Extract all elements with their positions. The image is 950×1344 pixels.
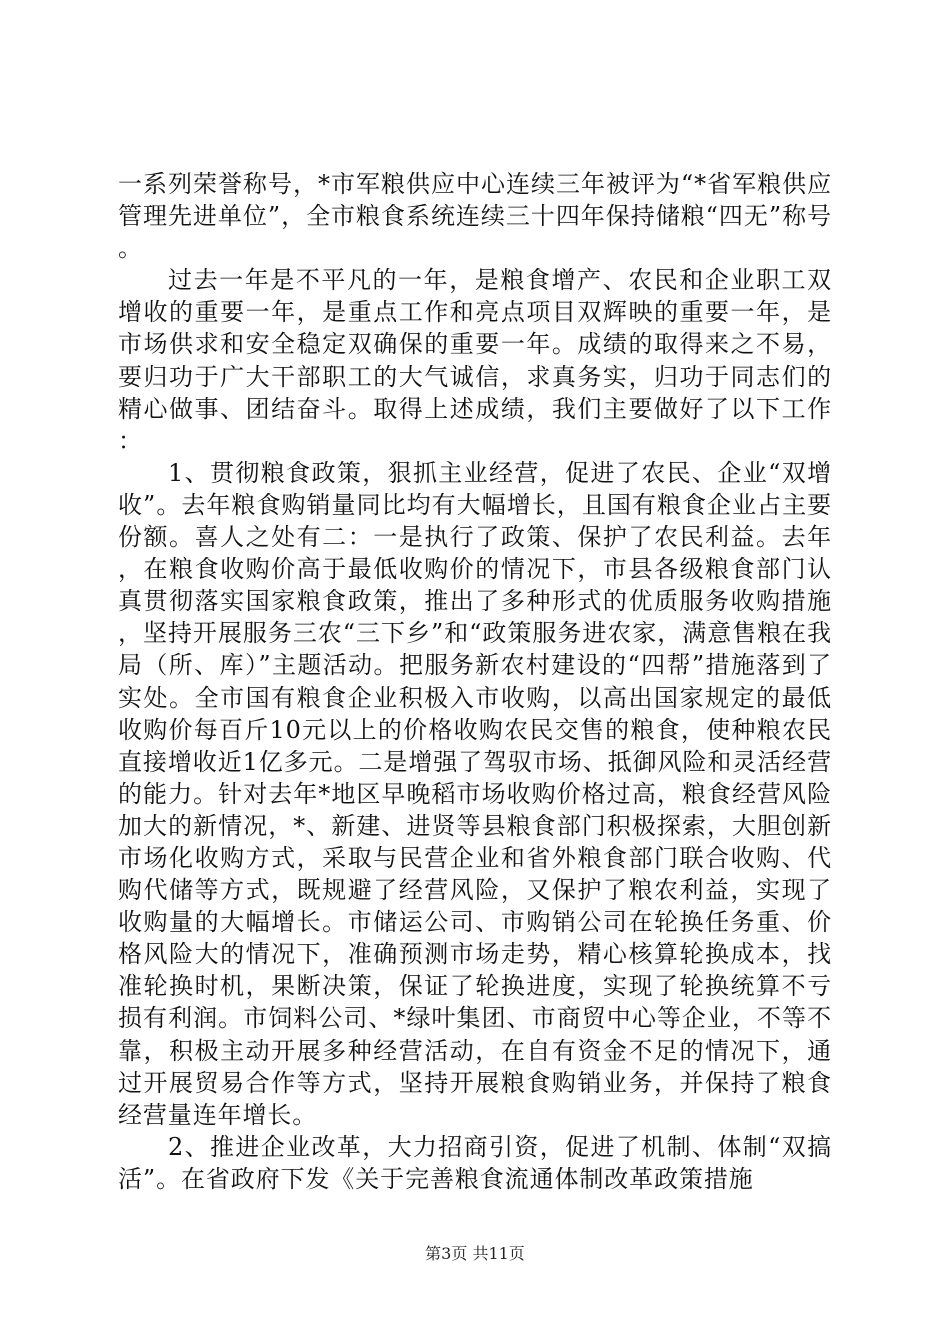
paragraph-item-1-grain-policy: 1、贯彻粮食政策，狠抓主业经营，促进了农民、企业“双增收”。去年粮食购销量同比均有大幅增长，且国有粮食企业占主要份额。喜人之处有二：一是执行了政策、保护了农民利益。去年，在粮食收购价高于最低收购价的情况下，市县各级粮食部门认真贯彻落实国家粮食政策，推出了多种形式的优质服务收购措施，坚持开展服务三农“三下乡”和“政策服务进农家，满意售粮在我局（所、库）”主题活动。把服务新农村建设的“四帮”措施落到了实处。全市国有粮食企业积极入市收购，以高出国家规定的最低收购价每百斤10元以上的价格收购农民交售的粮食，使种粮农民直接增收近1亿多元。二是增强了驾驭市场、抵御风险和灵活经营的能力。针对去年*地区早晚稻市场收购价格过高，粮食经营风险加大的新情况，*、新建、进贤等县粮食部门积极探索，大胆创新市场化收购方式，采取与民营企业和省外粮食部门联合收购、代购代储等方式，既规避了经营风险，又保护了粮农利益，实现了收购量的大幅增长。市储运公司、市购销公司在轮换任务重、价格风险大的情况下，准确预测市场走势，精心核算轮换成本，找准轮换时机，果断决策，保证了轮换进度，实现了轮换统算不亏损有利润。市饲料公司、*绿叶集团、市商贸中心等企业，不等不靠，积极主动开展多种经营活动，在自有资金不足的情况下，通过开展贸易合作等方式，坚持开展粮食购销业务，并保持了粮食经营量连年增长。 [118,458,832,1129]
page-number-footer: 第3页 共11页 [425,1244,525,1263]
paragraph-honors-continued: 一系列荣誉称号，*市军粮供应中心连续三年被评为“*省军粮供应管理先进单位”，全市粮食系统连续三十四年保持储粮“四无”称号。 [118,170,832,263]
document-body [118,168,832,1195]
paragraph-item-2-enterprise-reform: 2、推进企业改革，大力招商引资，促进了机制、体制“双搞活”。在省政府下发《关于完善粮食流通体制改革政策措施 [118,1132,832,1193]
paragraph-year-summary: 过去一年是不平凡的一年，是粮食增产、农民和企业职工双增收的重要一年，是重点工作和亮点项目双辉映的重要一年，是市场供求和安全稳定双确保的重要一年。成绩的取得来之不易，要归功于广大干部职工的大气诚信，求真务实，归功于同志们的精心做事、团结奋斗。取得上述成绩，我们主要做好了以下工作： [118,266,832,455]
